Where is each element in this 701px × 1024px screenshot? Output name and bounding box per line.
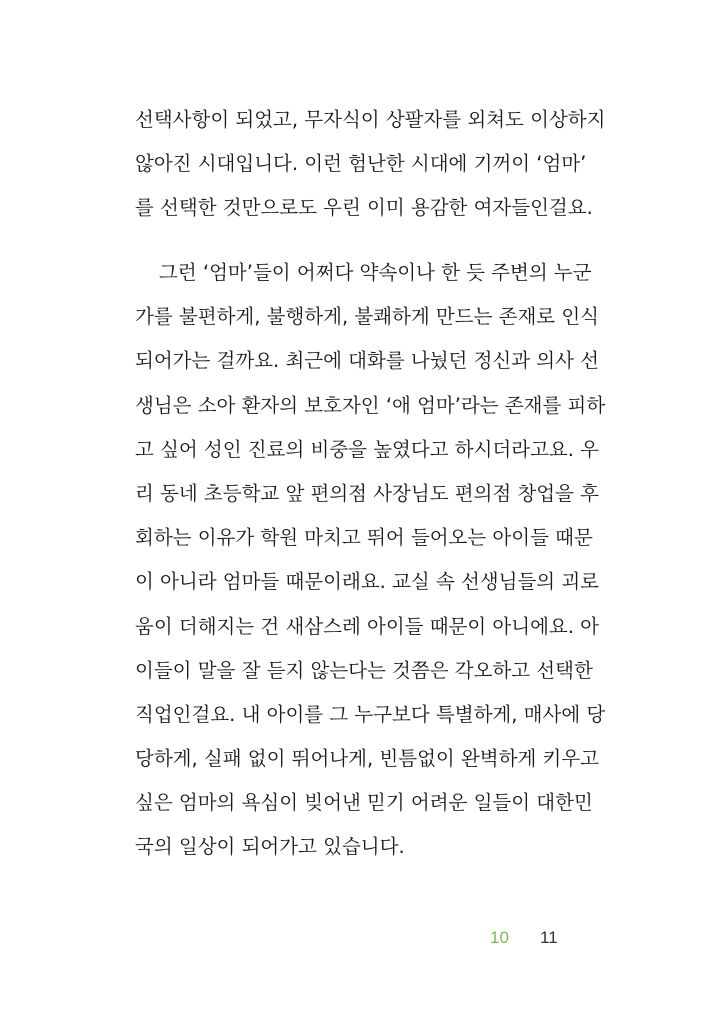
- text-line: 리 동네 초등학교 앞 편의점 사장님도 편의점 창업을 후: [135, 481, 600, 505]
- text-line: 생님은 소아 환자의 보호자인 ‘애 엄마’라는 존재를 피하: [135, 393, 606, 417]
- text-line: 당하게, 실패 없이 뛰어나게, 빈틈없이 완벽하게 키우고: [135, 747, 600, 771]
- paragraph-1: [135, 98, 606, 231]
- text-line: 이 아니라 엄마들 때문이래요. 교실 속 선생님들의 괴로: [135, 570, 600, 594]
- text-line: 회하는 이유가 학원 마치고 뛰어 들어오는 아이들 때문: [135, 526, 593, 550]
- text-line: 움이 더해지는 건 새삼스레 아이들 때문이 아니에요. 아: [135, 614, 600, 638]
- text-line: 를 선택한 것만으로도 우린 이미 용감한 여자들인걸요.: [135, 196, 593, 220]
- text-line: 않아진 시대입니다. 이런 험난한 시대에 기꺼이 ‘엄마’: [135, 152, 587, 176]
- text-line: 싶은 엄마의 욕심이 빚어낸 믿기 어려운 일들이 대한민: [135, 791, 593, 815]
- page-number-right: 11: [540, 928, 558, 947]
- paragraph-2: [135, 251, 606, 870]
- text-line: 되어가는 걸까요. 최근에 대화를 나눴던 정신과 의사 선: [135, 349, 600, 373]
- text-line: 고 싶어 성인 진료의 비중을 높였다고 하시더라고요. 우: [135, 437, 600, 461]
- text-line: 국의 일상이 되어가고 있습니다.: [135, 835, 405, 859]
- text-line: 그런 ‘엄마’들이 어쩌다 약속이나 한 듯 주변의 누군: [159, 261, 592, 284]
- text-line: 선택사항이 되었고, 무자식이 상팔자를 외쳐도 이상하지: [135, 108, 606, 131]
- text-line: 직업인걸요. 내 아이를 그 누구보다 특별하게, 매사에 당: [135, 702, 606, 726]
- text-line: 이들이 말을 잘 듣지 않는다는 것쯤은 각오하고 선택한: [135, 658, 593, 682]
- page-number-left: 10: [490, 928, 509, 947]
- text-line: 가를 불편하게, 불행하게, 불쾌하게 만드는 존재로 인식: [135, 305, 600, 329]
